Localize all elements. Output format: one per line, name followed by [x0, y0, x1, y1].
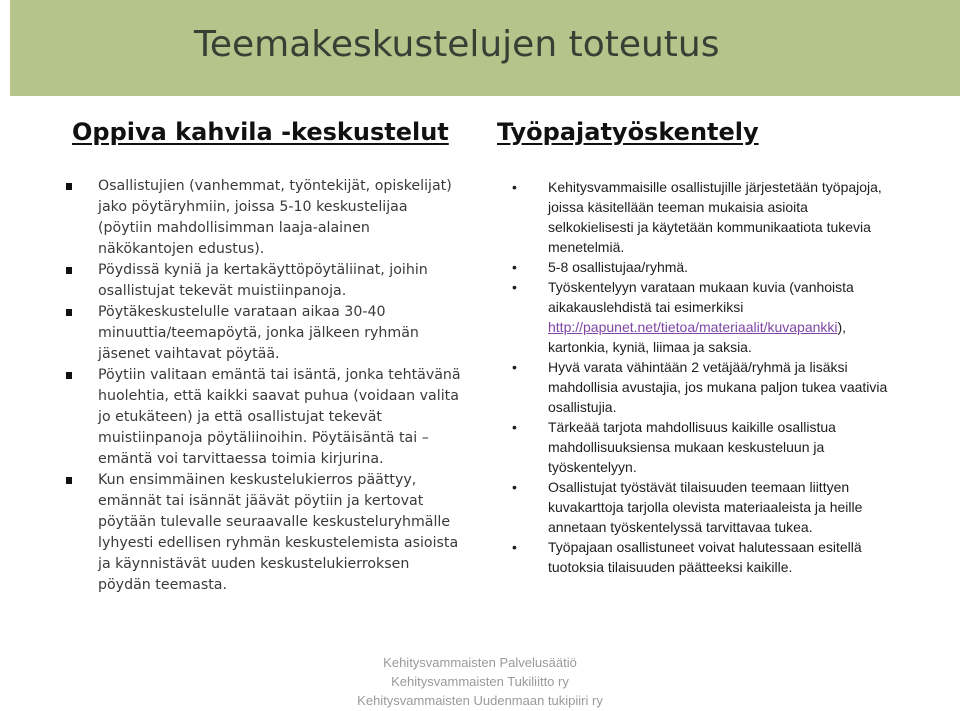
right-column-heading: Työpajatyöskentely	[497, 118, 759, 146]
right-item-text: Hyvä varata vähintään 2 vetäjää/ryhmä ja lisäksi mahdollisia avustajia, jos mukana paljon tukea vaativia osallistujia.	[548, 359, 888, 415]
left-list-item	[66, 470, 466, 596]
left-column-heading: Oppiva kahvila -keskustelut	[72, 118, 449, 146]
right-bullet-list	[512, 177, 892, 577]
title-band	[10, 0, 960, 96]
dot-bullet-icon: •	[512, 279, 517, 295]
dot-bullet-icon: •	[512, 179, 517, 195]
square-bullet-icon	[66, 372, 72, 379]
square-bullet-icon	[66, 477, 72, 484]
left-bullet-list	[66, 176, 466, 596]
left-item-text: Osallistujien (vanhemmat, työntekijät, opiskelijat) jako pöytäryhmiin, joissa 5-10 keskustelijaa (pöytiin mahdollisimman laaja-alainen näkökantojen edustus).	[98, 178, 452, 257]
dot-bullet-icon: •	[512, 259, 517, 275]
right-list-item	[512, 277, 892, 357]
dot-bullet-icon: •	[512, 359, 517, 375]
dot-bullet-icon: •	[512, 419, 517, 435]
left-list-item	[66, 176, 466, 260]
right-item-text-after-link: ), kartonkia, kyniä, liimaa ja saksia.	[548, 319, 847, 355]
left-item-text: Kun ensimmäinen keskustelukierros päättyy, emännät tai isännät jäävät pöytiin ja kertovat pöytään tulevalle seuraavalle keskusteluryhmälle lyhyesti edellisen ryhmän keskustelemista asioista ja käynnistävät uuden keskustelukierroksen pöydän teemasta.	[98, 472, 459, 593]
footer	[330, 653, 630, 710]
right-item-text: Osallistujat työstävät tilaisuuden teemaan liittyen kuvakarttoja tarjolla olevista materiaaleista ja heille annetaan työskentelyssä tarvittavaa tukea.	[548, 479, 863, 535]
right-item-text-before-link: Työskentelyyn varataan mukaan kuvia (vanhoista aikakauslehdistä tai esimerkiksi	[548, 279, 854, 315]
left-list-item	[66, 302, 466, 365]
right-list-item	[512, 177, 892, 257]
square-bullet-icon	[66, 309, 72, 316]
right-item-text: 5-8 osallistujaa/ryhmä.	[548, 259, 689, 275]
right-item-text: Työpajaan osallistuneet voivat halutessaan esitellä tuotoksia tilaisuuden päätteeksi kaikille.	[548, 539, 862, 575]
left-item-text: Pöytiin valitaan emäntä tai isäntä, jonka tehtävänä huolehtia, että kaikki saavat puhua (voidaan valita jo etukäteen) ja että osallistujat tekevät muistiinpanoja pöytäliinoihin. Pöytäisäntä tai –emäntä voi tarvittaessa toimia kirjurina.	[98, 367, 461, 467]
square-bullet-icon	[66, 183, 72, 190]
dot-bullet-icon: •	[512, 479, 517, 495]
right-list-item	[512, 257, 892, 277]
square-bullet-icon	[66, 267, 72, 274]
footer-line: Kehitysvammaisten Palvelusäätiö	[383, 655, 577, 670]
slide-title: Teemakeskustelujen toteutus	[194, 24, 720, 65]
right-list-item	[512, 537, 892, 577]
left-list-item	[66, 260, 466, 302]
footer-line: Kehitysvammaisten Uudenmaan tukipiiri ry	[357, 693, 603, 708]
left-list-item	[66, 365, 466, 470]
right-item-text: Kehitysvammaisille osallistujille järjestetään työpajoja, joissa käsitellään teeman mukaisia asioita selkokielisesti ja käytetään kommunikaatiota tukevia menetelmiä.	[548, 179, 882, 255]
footer-line: Kehitysvammaisten Tukiliitto ry	[391, 674, 569, 689]
right-list-item	[512, 417, 892, 477]
left-item-text: Pöytäkeskustelulle varataan aikaa 30-40 minuuttia/teemapöytä, jonka jälkeen ryhmän jäsenet vaihtavat pöytää.	[98, 304, 419, 362]
right-item-text: Tärkeää tarjota mahdollisuus kaikille osallistua mahdollisuuksiensa mukaan keskusteluun ja työskentelyyn.	[548, 419, 836, 475]
right-list-item	[512, 357, 892, 417]
left-item-text: Pöydissä kyniä ja kertakäyttöpöytäliinat, joihin osallistujat tekevät muistiinpanoja.	[98, 262, 428, 299]
right-list-item	[512, 477, 892, 537]
papunet-link[interactable]: http://papunet.net/tietoa/materiaalit/kuvapankki	[548, 319, 838, 335]
dot-bullet-icon: •	[512, 539, 517, 555]
